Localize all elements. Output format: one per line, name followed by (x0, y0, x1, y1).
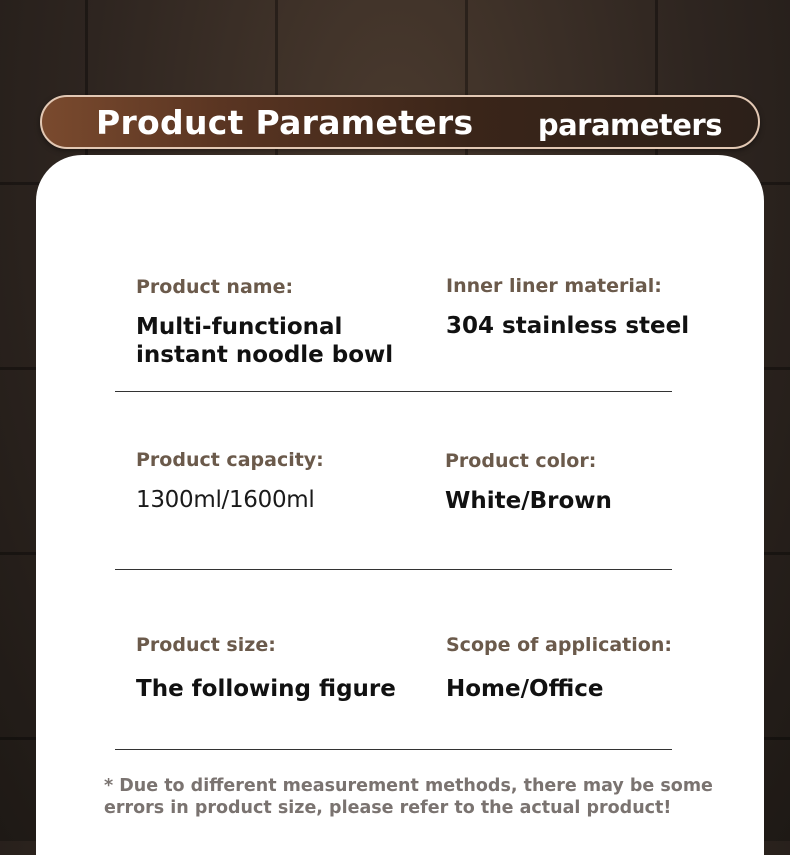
divider (115, 569, 672, 570)
param-label: Product capacity: (136, 449, 324, 471)
disclaimer-note: * Due to different measurement methods, there may be some errors in product size, please refer to the actual product! (104, 776, 713, 818)
parameters-card (36, 155, 764, 855)
param-value: Multi-functional instant noodle bowl (136, 314, 394, 368)
param-inner-liner-material (446, 274, 689, 340)
param-value: 1300ml/1600ml (136, 487, 315, 513)
param-label: Inner liner material: (446, 275, 662, 297)
page-subtitle: parameters (537, 108, 722, 142)
param-value: White/Brown (445, 488, 612, 514)
param-product-color (445, 449, 612, 515)
param-value: The following figure (136, 676, 396, 702)
param-label: Scope of application: (446, 634, 672, 656)
param-product-capacity (136, 448, 324, 514)
divider (115, 391, 672, 392)
param-value: 304 stainless steel (446, 313, 690, 339)
divider (115, 749, 672, 750)
param-value: Home/Office (446, 676, 604, 702)
param-scope-of-application (446, 633, 672, 703)
param-product-name (136, 275, 416, 369)
param-label: Product size: (136, 634, 276, 656)
header-banner (40, 95, 760, 149)
param-label: Product color: (445, 450, 597, 472)
page-title: Product Parameters (96, 103, 474, 142)
param-product-size (136, 633, 396, 703)
param-label: Product name: (136, 276, 294, 298)
